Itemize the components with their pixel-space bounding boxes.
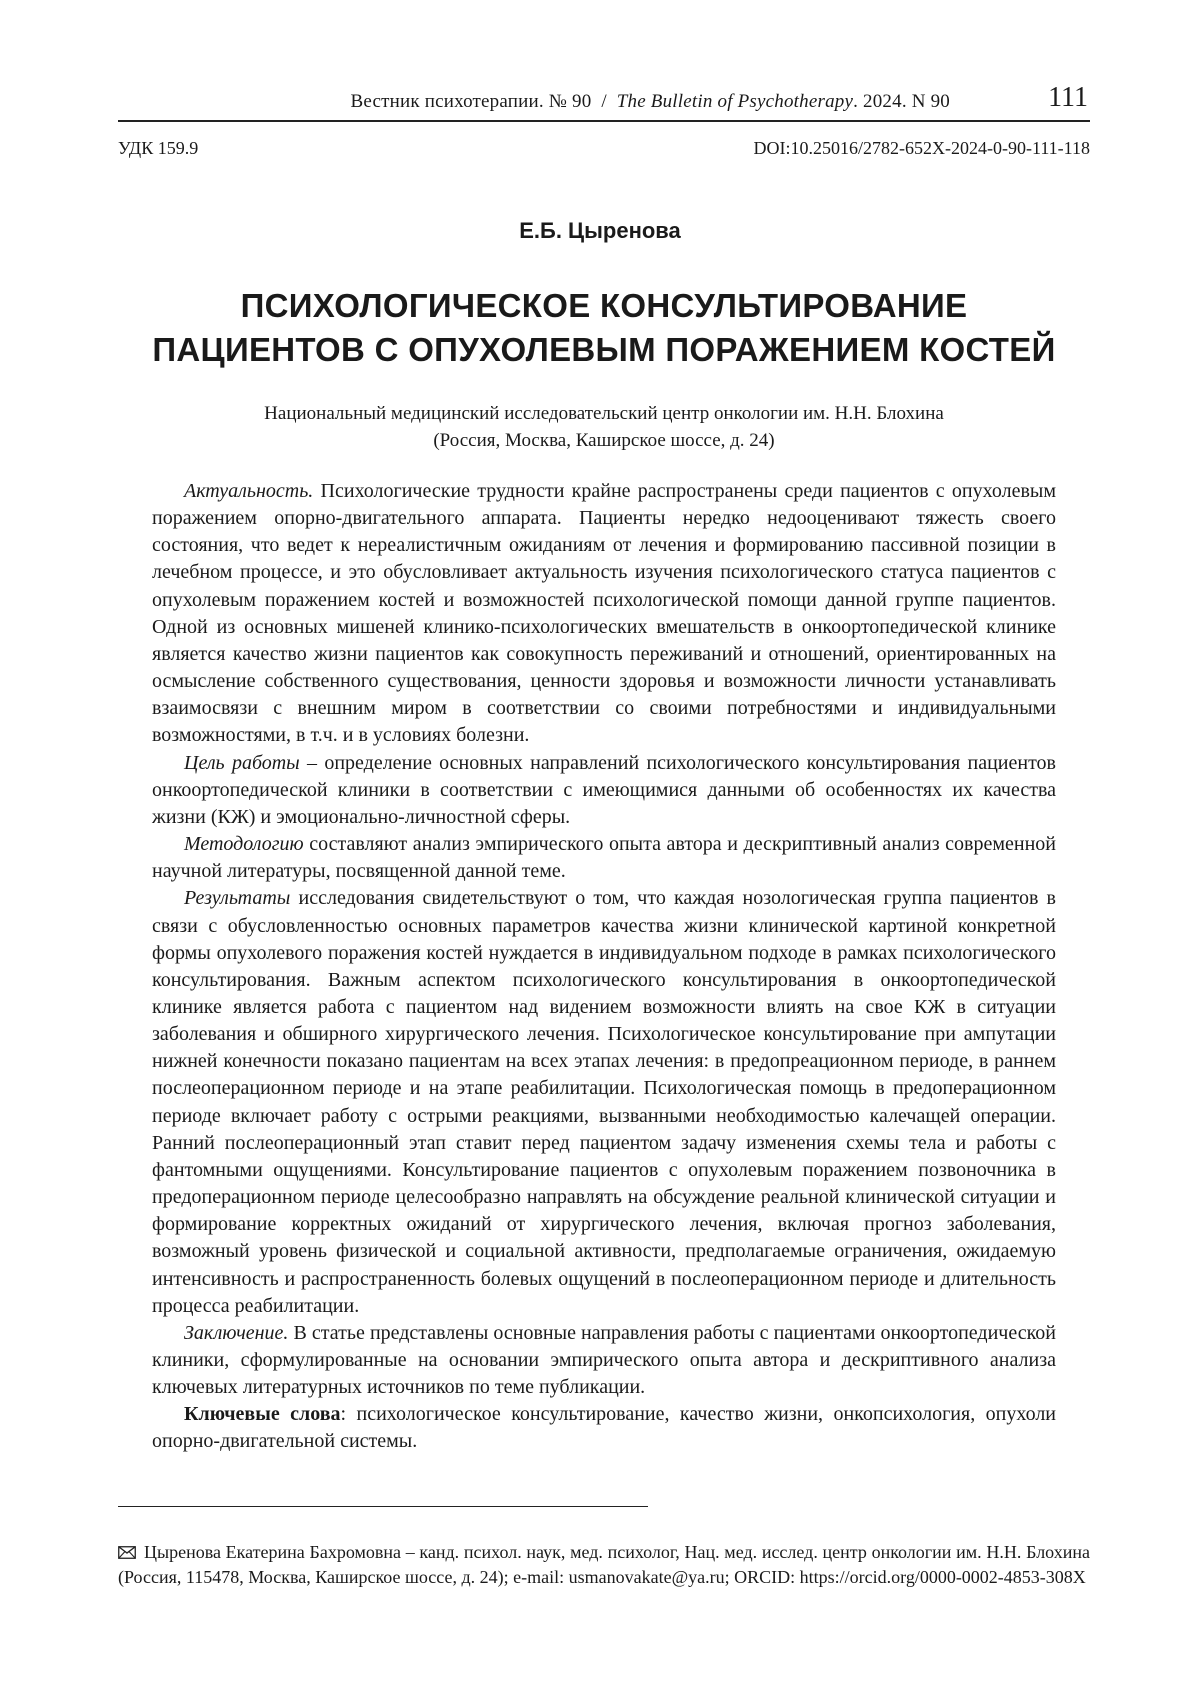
journal-name-ru: Вестник психотерапии. № 90: [351, 91, 592, 112]
author-footnote: [118, 1540, 1090, 1590]
relevance-label: Актуальность.: [184, 480, 313, 502]
article-page: [0, 0, 1200, 1698]
abstract-relevance: [152, 478, 1056, 750]
abstract-methods: [152, 831, 1056, 885]
journal-name: [351, 91, 951, 113]
udc-code: УДК 159.9: [118, 138, 198, 159]
affiliation-line-1: Национальный медицинский исследовательский центр онкологии им. Н.Н. Блохина: [118, 400, 1090, 427]
page-number: 111: [1048, 82, 1088, 114]
relevance-text: Психологические трудности крайне распространены среди пациентов с опухолевым поражением опорно-двигательного аппарата. Пациенты нередко недооценивают тяжесть своего состояния, что ведет к нереалистичным ожиданиям от лечения и формированию пассивной позиции в лечебном процессе, и это обусловливает актуальность изучения психологического статуса пациентов с опухолевым поражением костей и возможностей психологической помощи данной группе пациентов. Одной из основных мишеней клинико-психологических вмешательств в онкоортопедической клинике является качество жизни пациентов как совокупность переживаний и отношений, ориентированных на осмысление собственного существования, ценности здоровья и возможности личности устанавливать взаимосвязи с внешним миром в соответствии со своими потребностями и индивидуальными возможностями, в т.ч. и в условиях болезни.: [152, 480, 1056, 746]
running-head: [118, 80, 1090, 122]
abstract-aim: [152, 750, 1056, 831]
title-line-2: ПАЦИЕНТОВ С ОПУХОЛЕВЫМ ПОРАЖЕНИЕМ КОСТЕЙ: [118, 328, 1090, 372]
title-line-1: ПСИХОЛОГИЧЕСКОЕ КОНСУЛЬТИРОВАНИЕ: [118, 284, 1090, 328]
results-label: Результаты: [184, 887, 290, 909]
methods-text: составляют анализ эмпирического опыта автора и дескриптивный анализ современной научной литературы, посвященной данной теме.: [152, 833, 1056, 882]
methods-label: Методологию: [184, 833, 304, 855]
journal-separator: /: [601, 91, 606, 112]
aim-text: – определение основных направлений психологического консультирования пациентов онкоортопедической клиники в соответствии с имеющимися данными об особенностях их качества жизни (КЖ) и эмоционально-личностной сферы.: [152, 752, 1056, 828]
results-text: исследования свидетельствуют о том, что каждая нозологическая группа пациентов в связи с обусловленностью основных параметров качества жизни клинической картиной конкретной формы опухолевого поражения костей нуждается в индивидуальном подходе в рамках психологического консультирования. Важным аспектом психологического консультирования в онкоортопедической клинике является работа с пациентом над видением возможности влиять на свое КЖ в ситуации заболевания и обширного хирургического лечения. Психологическое консультирование при ампутации нижней конечности показано пациентам на всех этапах лечения: в предопреационном периоде, в раннем послеоперационном периоде и на этапе реабилитации. Психологическая помощь в предоперационном периоде включает работу с острыми реакциями, вызванными необходимостью калечащей операции. Ранний послеоперационный этап ставит перед пациентом задачу изменения схемы тела и работы с фантомными ощущениями. Консультирование пациентов с опухолевым поражением позвоночника в предоперационном периоде целесообразно направлять на обсуждение реальной клинической ситуации и формирование корректных ожиданий от хирургического лечения, включая прогноз заболевания, возможный уровень физической и социальной активности, предполагаемые ограничения, ожидаемую интенсивность и распространенность болевых ощущений в послеоперационном периоде и длительность процесса реабилитации.: [152, 887, 1056, 1316]
abstract-results: [152, 885, 1056, 1320]
affiliation-line-2: (Россия, Москва, Каширское шоссе, д. 24): [118, 427, 1090, 454]
article-title: [118, 284, 1090, 372]
conclusion-label: Заключение.: [184, 1322, 288, 1344]
footnote-divider: [118, 1506, 648, 1507]
keywords-label: Ключевые слова: [184, 1403, 341, 1425]
journal-name-en: The Bulletin of Psychotherapy: [617, 91, 853, 112]
keywords-text: : психологическое консультирование, качество жизни, онкопсихология, опухоли опорно-двигательной системы.: [152, 1403, 1056, 1452]
footnote-text: Цыренова Екатерина Бахромовна – канд. психол. наук, мед. психолог, Нац. мед. исслед. центр онкологии им. Н.Н. Блохина (Россия, 115478, Москва, Каширское шоссе, д. 24); e-mail: usmanovakate@ya.ru; ORCID: https://orcid.org/0000-0002-4853-308X: [118, 1542, 1090, 1587]
aim-label: Цель работы: [184, 752, 300, 774]
abstract: [152, 478, 1056, 1456]
abstract-conclusion: [152, 1320, 1056, 1401]
keywords: [152, 1401, 1056, 1455]
doi-link[interactable]: DOI:10.25016/2782-652X-2024-0-90-111-118: [754, 138, 1090, 159]
journal-year-issue: . 2024. N 90: [853, 91, 950, 112]
conclusion-text: В статье представлены основные направления работы с пациентами онкоортопедической клиники, сформулированные на основании эмпирического опыта автора и дескриптивного анализа ключевых литературных источников по теме публикации.: [152, 1322, 1056, 1398]
envelope-icon: [118, 1546, 136, 1559]
affiliation: [118, 400, 1090, 454]
author-name: Е.Б. Цыренова: [0, 218, 1200, 244]
